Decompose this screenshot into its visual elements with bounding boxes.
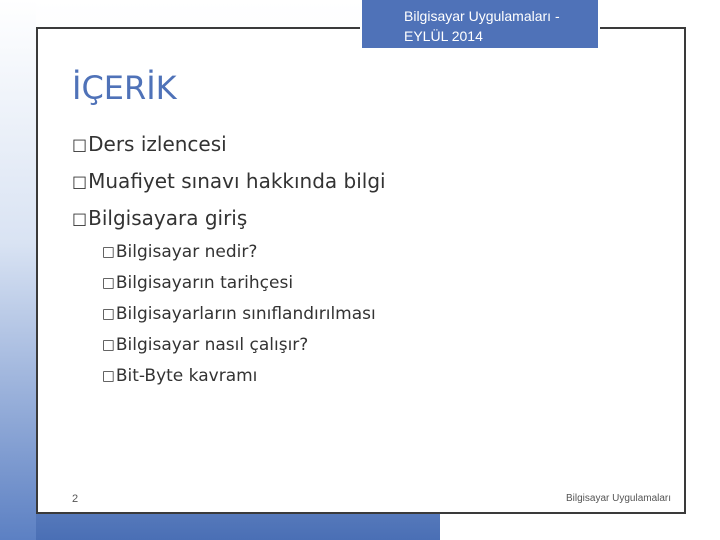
bullet-icon: □	[72, 209, 88, 228]
content-list	[72, 126, 672, 392]
sub-list-item-text: Bilgisayarların sınıflandırılması	[115, 304, 376, 324]
background-strip	[0, 0, 36, 540]
header-line-2: EYLÜL 2014	[404, 28, 483, 44]
header-line-1: Bilgisayar Uygulamaları -	[404, 8, 560, 24]
bullet-icon: □	[72, 135, 88, 154]
sub-list-item-text: Bilgisayar nasıl çalışır?	[115, 335, 309, 355]
bullet-icon: □	[72, 172, 88, 191]
page-number: 2	[72, 493, 79, 505]
bullet-icon: □	[102, 244, 115, 260]
list-item-text: Bilgisayara giriş	[88, 206, 248, 230]
sub-list-item	[72, 268, 672, 299]
list-item-text: Muafiyet sınavı hakkında bilgi	[88, 169, 386, 193]
list-item-text: Ders izlencesi	[88, 132, 227, 156]
sub-list-item	[72, 237, 672, 268]
sub-list-item	[72, 299, 672, 330]
sub-list-item	[72, 361, 672, 392]
bullet-icon: □	[102, 306, 115, 322]
list-item	[72, 126, 672, 163]
bullet-icon: □	[102, 275, 115, 291]
sub-list-item-text: Bilgisayar nedir?	[115, 242, 258, 262]
footer-text: Bilgisayar Uygulamaları	[566, 493, 672, 504]
list-item	[72, 200, 672, 237]
sub-list-item-text: Bilgisayarın tarihçesi	[115, 273, 294, 293]
sub-list-item	[72, 330, 672, 361]
list-item	[72, 163, 672, 200]
header-box	[360, 0, 600, 50]
bullet-icon: □	[102, 368, 115, 384]
bullet-icon: □	[102, 337, 115, 353]
slide-title: İÇERİK	[72, 69, 177, 107]
sub-list-item-text: Bit-Byte kavramı	[115, 366, 258, 386]
